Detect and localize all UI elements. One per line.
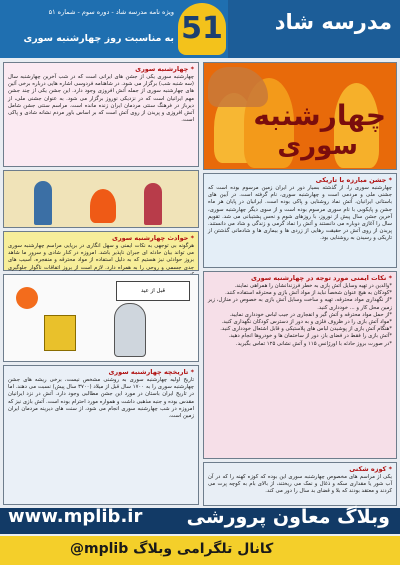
section-title: * تاریخچه چهارشنبه سوری — [108, 368, 194, 376]
explosion-icon — [16, 287, 38, 309]
nokat-item: *والدین در تهیه وسایل آتش بازی به خطر فرزندانشان را همراهی نمایند. — [234, 283, 392, 289]
site-url[interactable]: www.mplib.ir — [8, 506, 143, 527]
issue-line: ویژه نامه مدرسه شاد - دوره سوم - شماره ۵۱ — [48, 8, 174, 16]
section-title: * جشن مبارزه با تاریکی — [315, 176, 392, 184]
poster-title-line2: سوری — [277, 131, 358, 161]
section-title: * کوزه شکنی — [349, 465, 392, 473]
section-title: * نکات ایمنی مورد توجه در چهارشنبه سوری — [250, 274, 392, 282]
nokat-item: *کودکان به هیچ عنوان شخصاً نباید از مواد آتش بازی و محترقه استفاده کنند. — [225, 290, 392, 297]
section-text: هرگونه بی توجهی به نکات ایمنی و سهل انگاری در برپایی مراسم چهارشنبه سوری می تواند بیان حادثه ای جبران ناپذیر باشد. امروزه در کنار شادی و سرور ما شاهد بروز حوادثی نیز هستیم که به دلیل استفاده از مواد محترقه و منفجره، آسیب های جدی جسمی و روحی را به همراه دارد. لازم است از بروز اتفاقات ناگوار جلوگیری — [8, 243, 194, 271]
person-figure — [144, 183, 162, 225]
telegram-channel[interactable]: @mplib کانال تلگرامی وبلاگ — [70, 541, 274, 557]
blog-title: وبلاگ معاون پرورشی — [186, 506, 390, 528]
header-logo-panel — [228, 0, 400, 58]
section-text: یکی از مراسم های مخصوص چهارشنبه سوری این بوده که کوزه کهنه را که در آن آب شور یا مقداری سکه و ذغال و نمک می ریختند، از بالای بام به کوچه پرت می کردند و معتقد بودند که بلا و قضای بد سال را دور می کند. — [208, 474, 392, 495]
illustration-family-fire — [3, 170, 199, 228]
poster-title-line1: چهارشنبه — [253, 99, 386, 132]
issue-number-badge: 51 — [178, 3, 226, 55]
nokat-item: *از نگهداری مواد محترقه، تهیه و ساخت وسایل آتش بازی به خصوص در منازل، زیر زمین محل کار و ... خودداری کنید. — [208, 297, 392, 311]
nokat-item: *از حمل مواد محترقه و آتش گیر و انفجاری در جیب لباس خودداری نمایید. — [229, 311, 392, 318]
occasion-title: به مناسبت روز چهارشنبه سوری — [23, 33, 174, 44]
nokat-item: *هنگام آتش بازی از پوشیدن لباس های پلاستیکی و قابل اشتعال خودداری کنید. — [220, 326, 392, 333]
section-chaharshanbe — [3, 62, 199, 167]
cartoon-person — [114, 303, 146, 357]
section-text: چهارشنبه سوری را، از گذشته بسیار دور در ایران زمین مرسوم بوده است که جشنی ملی و مردمی است و چهارشنبه سوری، نام گرفته است. در آیین های باستانی ایرانیان، آتش نماد روشنایی و پاکی بوده است. ایرانیان در پایان هر ماه جشن و پایکوبی با نام سوری مرسوم بوده است و از سوی دیگر چهارشنبه سوری، آخرین جشن سال پیش از نوروز، با روزهای شوم و نحس پشتیبانی می شد. تقویم سال را آغازی دوباره می دانستند و آتش را نماد گرمی و زندگی و شاد می دانستند. پریدن از روی آتش در حقیقت رهایی از زردی ها و بیماری ها و شادمانی گذشتن از تاریکی و رسیدن به روشنایی بود. — [208, 185, 392, 242]
cartoon-illustration — [3, 274, 199, 362]
poster-image — [203, 62, 397, 170]
section-tarikhche — [3, 365, 199, 505]
section-title: * حوادث چهارشنبه سوری — [111, 234, 194, 242]
nokat-item: *آتش بازی را فقط در فضای باز، دور از ساختمان ها و خودروها انجام دهید. — [228, 333, 392, 340]
section-text: چهارشنبه سوری یکی از جشن های ایرانی است که در شب آخرین چهارشنبه سال (سه شنبه شب) برگزار می شود. در شاهنامه فردوسی اشاره هایی درباره برخی آئین های چهارشنبه سوری از جمله آتش افروزی وجود دارد. این جشن یکی از چند جشن مهم ایرانیان است که در نزدیکی نوروز برگزار می شود. به عنوان جشنی ملی، از دیرباز در فرهنگ سنتی مردمان ایران زنده مانده است. مراسم سنتی جشن شامل آتش افروزی و پریدن از روی آتش است که بر اساس باور مردم نشانه شادی و پاکی است. — [8, 74, 194, 124]
speech-sign: قبل از عید — [116, 281, 190, 301]
person-figure — [34, 181, 52, 225]
section-title: * چهارشنبه سوری — [135, 65, 194, 73]
nokat-item: *مواد آتش بازی را در ظروف فلزی و به دور از دسترس کودکان نگهداری کنید. — [221, 319, 392, 326]
nokat-item: *در صورت بروز حادثه با اورژانس ۱۱۵ و آتش نشانی ۱۲۵ تماس بگیرید. — [235, 340, 392, 347]
section-koze — [203, 462, 397, 506]
section-havades-box — [3, 231, 199, 271]
section-text: تاریخ اولیه چهارشنبه سوری به روشنی مشخص نیست، برخی ریشه های جشن چهارشنبه سوری را به ۱۷۰۰ سال قبل از میلاد (۳۷۰۰ سال پیش) نسبت می دهند. اما در تاریخ ایران باستان در مورد این جشن مطالبی وجود دارد. آتش در نزد ایرانیان مقدس بوده و جنبه مذهبی داشت و همواره مورد احترام بوده است. آتش بازی نیز که امروزه در شب چهارشنبه سوری انجام می شود، از سنت های دیرینه مردمان ایران زمین است. — [8, 377, 194, 420]
logo-title: مدرسه شاد — [274, 10, 392, 34]
section-nokat — [203, 271, 397, 459]
fire-icon — [90, 189, 116, 223]
firecracker-can — [44, 315, 76, 351]
section-jashn — [203, 173, 397, 268]
